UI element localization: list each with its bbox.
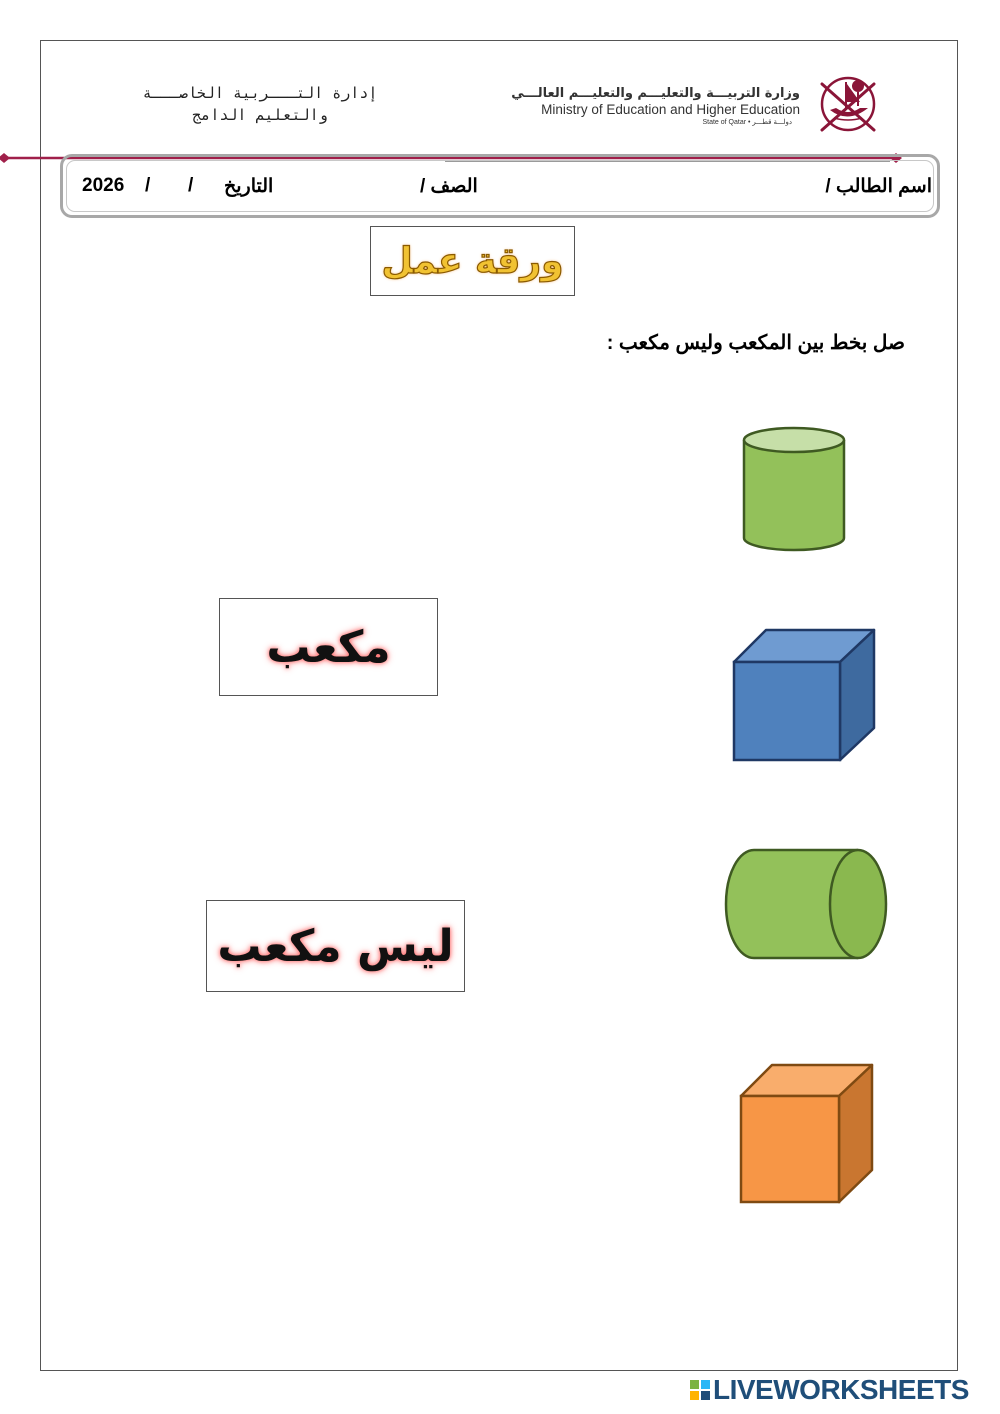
ministry-name-arabic: وزارة التربيـــة والتعليـــم والتعليـــم العالـــي — [511, 86, 800, 101]
answer-box-cube[interactable] — [219, 598, 438, 696]
date-separator: / — [188, 175, 194, 196]
year-value: 2026 — [82, 175, 125, 196]
shape-upright-cylinder[interactable] — [738, 424, 850, 554]
department-line-2: والتعليم الدامج — [192, 106, 328, 124]
instruction-text: صل بخط بين المكعب وليس مكعب : — [606, 332, 905, 354]
ministry-name-english: Ministry of Education and Higher Education — [541, 102, 800, 117]
worksheet-title-box — [370, 226, 575, 296]
liveworksheets-logo-icon — [690, 1380, 710, 1400]
state-label: State of Qatar • دولـــة قطـــر — [702, 119, 792, 126]
qatar-emblem-icon — [810, 72, 886, 138]
shape-blue-cube[interactable] — [728, 624, 880, 766]
answer-label-not-cube: ليس مكعب — [217, 920, 454, 972]
department-line-1: إدارة التـــربية الخاصـــة — [142, 84, 378, 102]
shape-horizontal-cylinder[interactable] — [722, 846, 890, 962]
answer-box-not-cube[interactable] — [206, 900, 465, 992]
student-name-label: اسم الطالب / — [825, 176, 932, 197]
liveworksheets-wordmark: LIVEWORKSHEETS — [713, 1374, 969, 1405]
department-name — [110, 82, 410, 126]
date-separator: / — [145, 175, 151, 196]
worksheet-title: ورقة عمل — [381, 240, 564, 282]
liveworksheets-branding[interactable] — [690, 1374, 969, 1406]
answer-label-cube: مكعب — [266, 621, 391, 673]
date-label: التاريخ — [224, 176, 274, 197]
shape-orange-cube[interactable] — [736, 1060, 878, 1208]
ministry-block — [455, 86, 800, 128]
class-label: الصف / — [420, 176, 478, 197]
